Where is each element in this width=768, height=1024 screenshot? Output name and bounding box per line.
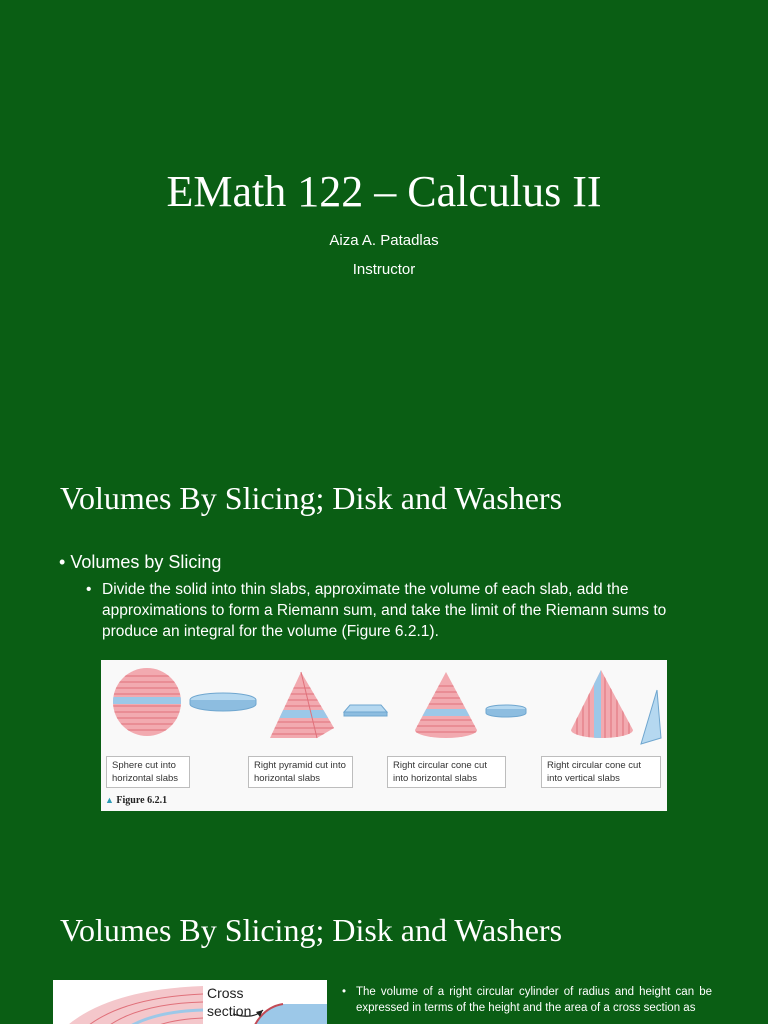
sphere-icon: [111, 668, 183, 736]
cross-section-figure: [53, 980, 327, 1024]
bullet-sub-text: Divide the solid into thin slabs, approximate the volume of each slab, add the approximations to form a Riemann sum, and take the limit of the Riemann sums to produce an integral for the volume (Figure 6.2.1).: [102, 581, 667, 640]
cone-horizontal-icon: [401, 672, 491, 738]
bullet-sub: [86, 579, 726, 642]
figure-6-2-1: [101, 660, 667, 811]
caption-pyramid: Right pyramid cut into horizontal slabs: [248, 756, 353, 788]
triangular-slab-icon: [641, 690, 661, 744]
bullet-main-text: Volumes by Slicing: [70, 552, 222, 572]
cone-vertical-icon: [571, 668, 633, 742]
bullet-dot: •: [86, 581, 92, 598]
disk-slab-icon: [190, 693, 256, 711]
bullet-cylinder-text: The volume of a right circular cylinder of radius and height can be expressed in terms of the height and the area of a cross section as: [356, 986, 712, 1014]
circular-slab-icon: [486, 705, 526, 717]
pyramid-icon: [261, 672, 341, 738]
caption-cone-vertical: Right circular cone cut into vertical slabs: [541, 756, 661, 788]
caption-cone-horizontal: Right circular cone cut into horizontal slabs: [387, 756, 506, 788]
instructor-name: Aiza A. Patadlas: [329, 232, 439, 249]
slicing-slide: [0, 432, 768, 864]
bullet-dot: •: [342, 986, 347, 998]
slide-heading: Volumes By Slicing; Disk and Washers: [60, 912, 563, 948]
square-slab-icon: [344, 705, 387, 716]
section-label: section: [207, 1003, 252, 1019]
figure-number: Figure 6.2.1: [116, 795, 168, 806]
slide-heading: Volumes By Slicing; Disk and Washers: [60, 480, 563, 516]
instructor-role: Instructor: [352, 261, 416, 278]
disk-washer-slide: [0, 864, 768, 1024]
cross-label: Cross: [207, 985, 244, 1001]
cross-section-illustration: [53, 980, 327, 1024]
triangle-marker-icon: ▲: [105, 795, 114, 805]
bullet-main: [59, 552, 221, 573]
bullet-dot: •: [59, 552, 66, 572]
caption-sphere: Sphere cut into horizontal slabs: [106, 756, 190, 788]
slicing-illustrations: [101, 660, 667, 811]
figure-label: [105, 795, 167, 806]
title-slide: [0, 0, 768, 432]
course-title: EMath 122 – Calculus II: [166, 167, 602, 216]
bullet-cylinder: [342, 984, 712, 1016]
